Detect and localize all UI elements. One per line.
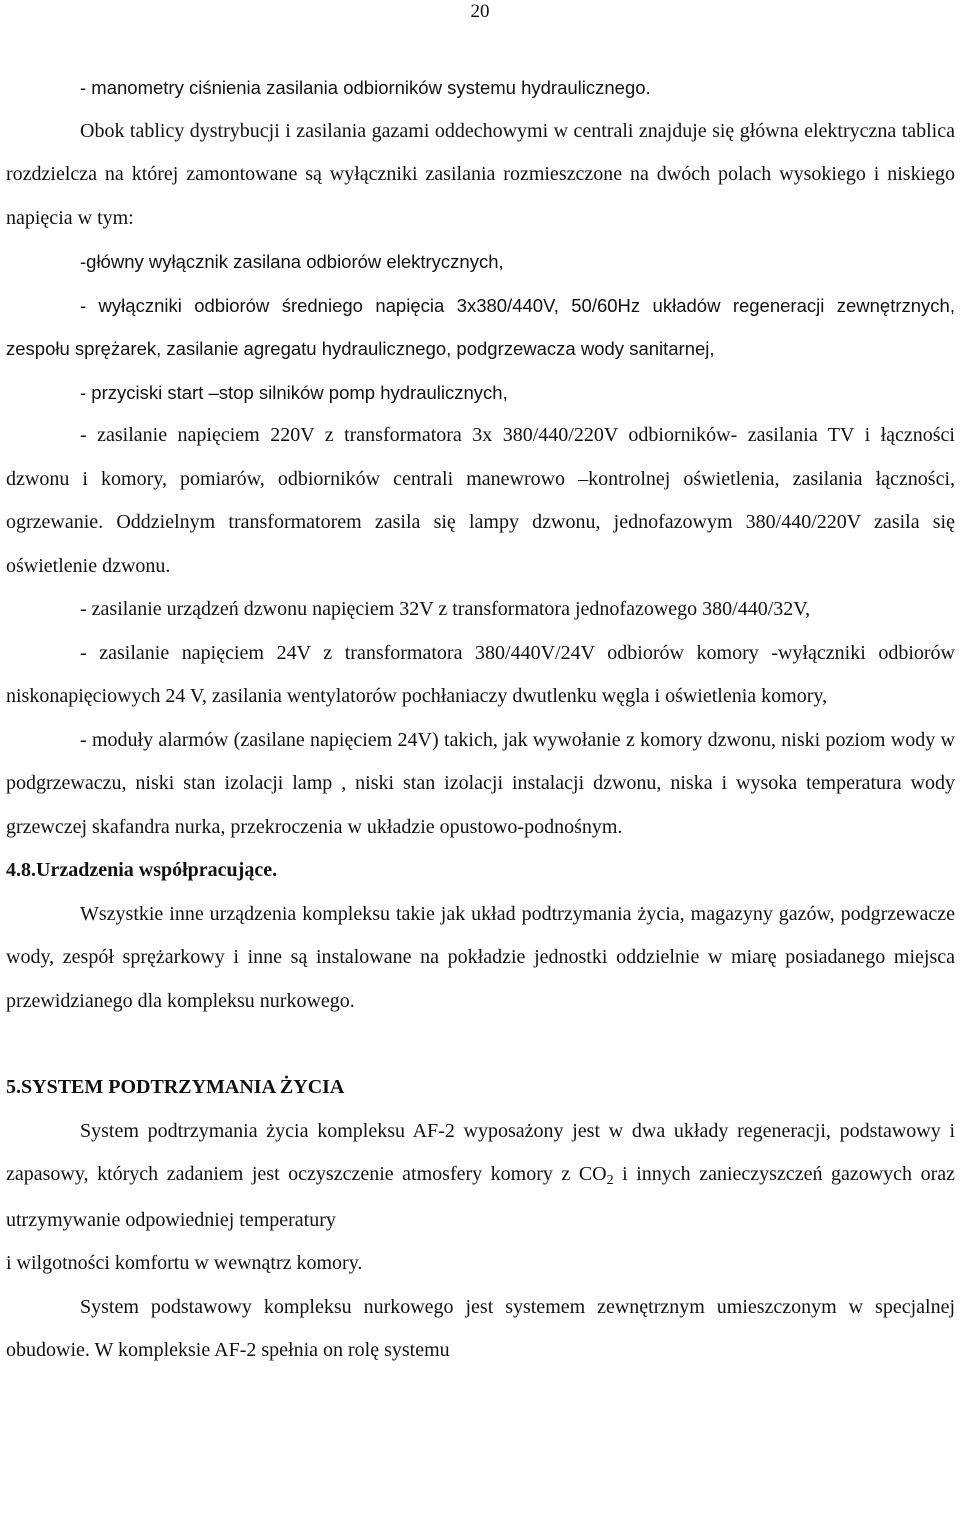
life-support-text-end: i innych zanieczyszczeń gazowych oraz utrzymywanie odpowiedniej temperatury — [6, 1163, 955, 1231]
section-heading-4-8: 4.8.Urzadzenia współpracujące. — [6, 859, 278, 881]
paragraph-start-stop-buttons: - przyciski start –stop silników pomp hydraulicznych, — [80, 381, 508, 403]
paragraph-cooperating-devices: Wszystkie inne urządzenia kompleksu takie jak układ podtrzymania życia, magazyny gazów, podgrzewacze wody, zespół sprężarkowy i inne są instalowane na pokładzie jednostki oddzielnie w miarę posiadanego miejsca przewidzianego dla kompleksu nurkowego. — [6, 902, 955, 1012]
paragraph-220v-supply: - zasilanie napięciem 220V z transformatora 3x 380/440/220V odbiorników- zasilania TV i łączności dzwonu i komory, pomiarów, odbiorników centrali manewrowo –kontrolnej oświetlenia, zasilania łączności, ogrzewanie. Oddzielnym transformatorem zasila się lampy dzwonu, jednofazowym 380/440/220V zasila się oświetlenie dzwonu. — [6, 424, 955, 577]
section-spacer — [6, 1023, 955, 1066]
paragraph-alarm-modules: - moduły alarmów (zasilane napięciem 24V) takich, jak wywołanie z komory dzwonu, niski poziom wody w podgrzewaczu, niski stan izolacji lamp , niski stan izolacji instalacji dzwonu, niska i wysoka temperatura wody grzewczej skafandra nurka, przekroczenia w układzie opustowo-podnośnym. — [6, 728, 955, 838]
paragraph-24v-supply: - zasilanie napięciem 24V z transformatora 380/440V/24V odbiorów komory -wyłączniki odbiorów niskonapięciowych 24 V, zasilania wentylatorów pochłaniaczy dwutlenku węgla i oświetlenia komory, — [6, 641, 955, 707]
paragraph-medium-voltage-switches: - wyłączniki odbiorów średniego napięcia 3x380/440V, 50/60Hz układów regeneracji zewnętrznych, zespołu sprężarek, zasilanie agregatu hydraulicznego, podgrzewacza wody sanitarnej, — [6, 294, 955, 359]
life-support-text-start: System podtrzymania życia kompleksu AF-2 wyposażony jest w dwa układy regeneracji, podstawowy i zapasowy, których zadaniem jest oczyszczenie atmosfery komory z CO — [6, 1119, 955, 1185]
section-heading-5: 5.SYSTEM PODTRZYMANIA ŻYCIA — [6, 1076, 345, 1098]
paragraph-main-switch: -główny wyłącznik zasilana odbiorów elektrycznych, — [80, 251, 504, 272]
page-number: 20 — [470, 1, 490, 22]
document-body — [6, 66, 955, 1373]
paragraph-humidity-comfort: i wilgotności komfortu w wewnątrz komory. — [6, 1252, 363, 1274]
paragraph-main-switchboard: Obok tablicy dystrybucji i zasilania gazami oddechowymi w centrali znajduje się główna elektryczna tablica rozdzielcza na której zamontowane są wyłączniki zasilania rozmieszczone na dwóch polach wysokiego i niskiego napięcia w tym: — [6, 119, 955, 229]
paragraph-primary-system: System podstawowy kompleksu nurkowego jest systemem zewnętrznym umieszczonym w specjalnej obudowie. W kompleksie AF-2 spełnia on rolę systemu — [6, 1295, 955, 1361]
paragraph-life-support-intro — [6, 1110, 955, 1243]
paragraph-pressure-gauges: - manometry ciśnienia zasilania odbiorników systemu hydraulicznego. — [80, 77, 651, 98]
co2-subscript: 2 — [606, 1173, 614, 1188]
paragraph-32v-supply: - zasilanie urządzeń dzwonu napięciem 32V z transformatora jednofazowego 380/440/32V, — [80, 598, 811, 620]
